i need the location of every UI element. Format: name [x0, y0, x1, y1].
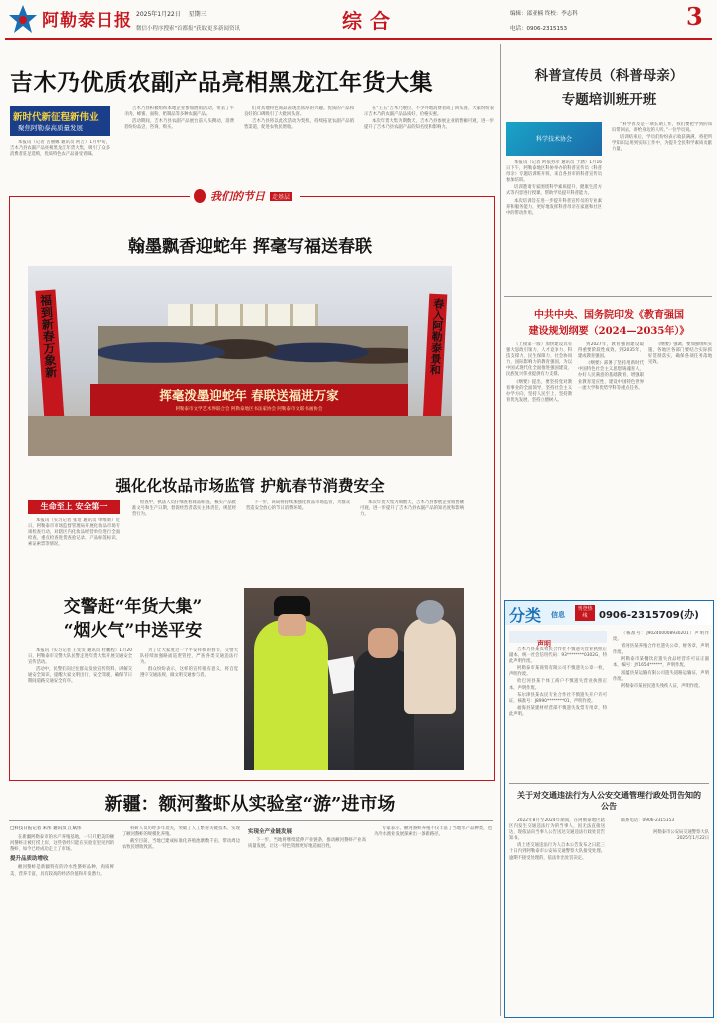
education-rule: [504, 296, 712, 297]
main-article-para: 本报讯（记者 古丽娜 通讯员 阿吉）1月中旬，吉木乃县农副产品亮相黑龙江年货大集，吸引了众多消费者驻足选购，优质特色农产品备受青睐。: [10, 140, 110, 158]
notice2-title: 关于对交通违法行为人公安交通管理行政处罚告知的公告: [517, 790, 701, 811]
couplet-left-text: 福到新春万象新: [38, 293, 59, 379]
cosmetics-para: 下一步，该局将持续加强化妆品市场监管，为群众营造安全放心的节日消费环境。: [246, 500, 350, 512]
science-title-line1: 科普宣传员（科普母亲）: [534, 68, 684, 84]
couplet-left: [35, 289, 64, 422]
science-para: 培训邀请专家围绕科学素质提升、健康生活方式等内容进行授课，帮助学员提升科普能力。: [506, 185, 602, 197]
traffic-col1: [28, 648, 132, 772]
cosmetics-col4: [360, 500, 464, 558]
traffic-para: 为了让大家度过一个平安祥和的春节，交警大队持续加强路面巡逻管控，严查各类交通违法行为。: [140, 648, 238, 666]
crayfish-subhead: 实现全产业链发展: [248, 829, 293, 835]
notice-item: 阿勒泰市某商贸有限公司不慎遗失公章一枚，声明作废。: [509, 666, 607, 678]
notice2-para: 联系电话：0906-2315153: [621, 818, 675, 823]
traffic-title-line1: 交警赶“年货大集”: [63, 597, 203, 617]
police-cap: [274, 596, 310, 616]
main-article-para: 活动期间，吉木乃县农副产品展台前人头攒动，消费者纷纷品尝、咨询、购买。: [124, 119, 234, 131]
column-divider: [500, 44, 501, 1016]
crowd-group: [98, 326, 408, 392]
police-face: [278, 614, 306, 636]
cosmetics-col2: [132, 500, 236, 558]
notice-item: 阿勒泰市某居民遗失残疾人证，声明作废。: [621, 683, 703, 689]
notice2-date: 2025年1月22日: [676, 836, 709, 842]
news-logo-line2: 聚焦阿勒泰高质量发展: [18, 124, 83, 132]
calligraphy-photo: [28, 266, 452, 456]
masthead-date-line: [136, 9, 207, 18]
classified-title: 分类: [509, 606, 542, 625]
police-officer: [254, 620, 328, 770]
paper-logo-icon: [8, 4, 38, 34]
education-para: 《纲要》提出，要坚持党对教育事业的全面领导，坚持社会主义办学方向，坚持人民至上，坚持教育优先发展，坚持立德树人。: [506, 379, 572, 403]
crayfish-para: 截至目前，当地已建成标准化养殖池塘数千亩，带动周边农牧民增收致富。: [122, 839, 240, 851]
crayfish-para: 科研人员历经多年攻关，突破了人工繁育关键技术，实现了额河螯虾的规模化养殖。: [122, 826, 240, 838]
science-col2: [612, 122, 712, 288]
crayfish-para: 在新疆阿勒泰市的水产养殖基地，一只只肥美的额河螯虾正被打捞上岸，这些曾经只能在实验室里见到的螯虾，如今已经成功走上了市场。: [10, 835, 114, 853]
main-headline: 吉木乃优质农副产品亮相黑龙江年货大集: [10, 69, 433, 96]
masthead: [0, 0, 717, 38]
notice-item: （核准号：J902400008930201）声明作废。: [613, 631, 709, 643]
news-logo-line1: 新时代新征程新伟业: [13, 112, 99, 123]
science-title-line2: 专题培训班开班: [561, 92, 657, 108]
event-banner-text: 挥毫泼墨迎蛇年 春联送福进万家: [159, 388, 339, 403]
news-logo: [10, 106, 110, 136]
education-para: 到2027年，教育强国建设取得重要阶段性成效。到2035年，建成教育强国。: [578, 342, 644, 360]
education-para: 《纲要》部署了坚持用新时代中国特色社会主义思想铸魂育人、办好人民满意的基础教育、增强职业教育适应性、建设中国特色世界一流大学和优势学科等重点任务。: [578, 361, 644, 391]
calligraphy-title: 翰墨飘香迎蛇年 挥毫写福送春联: [128, 237, 372, 257]
science-image: [506, 122, 602, 156]
crayfish-col4: [374, 826, 492, 1016]
education-title-line1: 中共中央、国务院印发《教育强国: [534, 310, 684, 321]
notice-item: 哈巴河县某个体工商户不慎遗失营业执照正本，声明作废。: [509, 679, 607, 691]
page-number: 3: [686, 2, 703, 31]
main-article-para: 吉木乃县将以此次活动为契机，持续拓宽农副产品销售渠道，促进农牧民增收。: [244, 119, 354, 131]
science-image-caption: 科学技术协会: [535, 136, 572, 143]
lantern-icon: [194, 189, 206, 203]
notice-title-badge: [509, 631, 607, 648]
paper-name: 阿勒泰日报: [42, 11, 132, 31]
notice2-para: 请上述交通违法行为人自本公告发布之日起三十日内到阿勒泰市公安局交通警察大队接受处理。逾期不接受处理的，依法作出处罚决定。: [509, 843, 605, 861]
editorial-phone: 电话：0906-2315153: [510, 26, 567, 32]
notice2-col2: [613, 818, 709, 1010]
child: [404, 618, 456, 714]
science-para: 本报讯（记者 阿依努尔 通讯员 于涵）1月16日下午，阿勒泰地区科协举办的科普宣传员（科普母亲）专题培训班开班，来自各县市的科普宣传员参加培训。: [506, 160, 602, 184]
event-header-label: 我们的节日: [210, 190, 265, 203]
crayfish-col3: [248, 826, 366, 1016]
education-col3: [648, 342, 712, 594]
science-para: 本次培训旨在进一步提升科普宣传员的专业素养和服务能力，更好地发挥科普母亲在家庭和社区中的带动作用。: [506, 198, 602, 216]
classified-title-small: 信息: [551, 611, 565, 619]
main-article-col2: [124, 106, 234, 184]
notice-item: 布尔津县某农民专业合作社不慎遗失开户许可证，核准号：J8990********01，声明作废。: [509, 692, 607, 704]
safety-tag: [28, 500, 120, 514]
traffic-para: 活动中，民警们向过往群众发放宣传资料，讲解交通安全知识，提醒大家文明出行、安全驾驶，确保节日期间道路交通安全有序。: [28, 667, 132, 685]
crayfish-subhead: 提升品质助增收: [10, 856, 49, 863]
cosmetics-col1: [28, 518, 120, 558]
cosmetics-para: 本报讯（实习记者 张语 通讯员 单维新）近日，阿勒泰市市场监督管理局开展化妆品市场专项检查行动，对辖区内化妆品经营单位进行全面检查，重点检查进货查验记录、产品标签标识、索证索票等情况。: [28, 518, 120, 548]
classified-section: [504, 600, 714, 1018]
event-banner: [90, 384, 408, 416]
main-article-para: 们对具地特色商品表现出浓厚的兴趣。优质的产品和良好的口碑吸引了大批回头客。: [244, 106, 354, 118]
masthead-rule: [5, 38, 712, 40]
notices-right: [613, 631, 709, 775]
crayfish-title: 新疆：额河螯虾从实验室“游”进市场: [104, 794, 396, 815]
crayfish-para: 额河螯虾是新疆特有的冷水性螯虾品种，肉质鲜美、营养丰富，具有较高的经济价值和开发潜力。: [10, 865, 114, 877]
issue-weekday: 星期三: [188, 11, 207, 18]
editor-credit: 编辑：邵亚楠 终校：李志科: [510, 11, 578, 17]
event-banner-sub: 阿勒泰市文学艺术界联合会 阿勒泰地区书法家协会 阿勒泰市文联书画协会: [175, 407, 323, 412]
notice-item: 吉木乃县某农牧民合作社不慎遗失营业执照正副本，统一社会信用代码：93********0302G，特此声明作废。: [509, 647, 607, 665]
masthead-subline: 微信小程序搜索"首都报"获取更多新闻资讯: [136, 26, 241, 32]
issue-date: 2025年1月22日: [136, 11, 181, 18]
notice2-signature: 阿勒泰市公安局交通警察大队: [653, 830, 709, 836]
science-col1: [506, 160, 602, 288]
section-title: 综合: [342, 9, 398, 33]
education-para: 《纲要》强调，要加强组织实施，各地区各部门要结合实际抓好贯彻落实，确保各项任务落地见效。: [648, 342, 712, 366]
cosmetics-title: 强化化妆品市场监管 护航春节消费安全: [115, 476, 385, 495]
notice-item: 青河县某养殖合作社遗失公章、财务章，声明作废。: [613, 644, 709, 656]
cosmetics-col3: [246, 500, 350, 558]
main-article-para: 本次年货大集为期数天，吉木乃县参展企业销售额可观，进一步提升了吉木乃县农副产品的知名度和影响力。: [364, 119, 494, 131]
classified-hotline-label: 刊登热线: [575, 605, 595, 621]
event-header-badge: [190, 186, 300, 206]
event-header-sub: 走基层: [272, 194, 291, 201]
science-para: “科学普及是一项长期工作，我们要把学到的知识带回去，讲给身边的人听。”一位学员说。: [612, 122, 712, 134]
main-article-para: 在“王五”吉木乃展位，不少外地消费者成了回头客，大家纷纷表示吉木乃的农副产品品质好、价格实惠。: [364, 106, 494, 118]
notice-title: 声明: [537, 640, 551, 648]
crayfish-para: 专家表示，额河螯虾养殖不仅丰富了当地水产品种类，也为冷水渔业发展探索出一条新路径。: [374, 826, 492, 838]
traffic-col2: [140, 648, 238, 772]
education-col1: [506, 342, 572, 594]
education-para: （上接第一版）加快建设具有强大思政引领力、人才竞争力、科技支撑力、民生保障力、社会协同力、国际影响力的教育强国，为以中国式现代化全面推进强国建设、民族复兴伟业提供有力支撑。: [506, 342, 572, 378]
traffic-para: 本报讯（实习记者 王雯雯 通讯员 杜鹏程）1月20日，阿勒泰市交警大队民警走进年货大集开展交通安全宣传活动。: [28, 648, 132, 666]
main-article-col1: [10, 140, 110, 184]
notice2-frame: [509, 783, 709, 1014]
notice-item: 富蕴县某运输有限公司遗失道路运输证，声明作废。: [613, 670, 709, 682]
couplet-right-text: 春入阿勒泰景和: [428, 297, 446, 376]
crayfish-col2: [122, 826, 240, 1016]
crayfish-para: 下一步，当地将继续延伸产业链条，推动额河螯虾产业高质量发展，让这一特色资源更好地造福百姓。: [248, 838, 366, 850]
science-para: 培训结束后，学员们纷纷表示收获满满，将把所学知识运用到实际工作中，为提升全民科学素质贡献力量。: [612, 135, 712, 153]
cosmetics-para: 检查中，执法人员仔细查看商品标签，核实产品批准文号和生产日期，督促经营者落实主体责任，规范经营行为。: [132, 500, 236, 518]
notice2-para: 2022年8月至2024年期间，在阿勒泰地区辖区内发生交通违法行为的当事人，因无法直接送达，现依法向当事人公告送达交通违法行政处罚告知书。: [509, 818, 605, 842]
notice2-col1: [509, 818, 605, 1010]
traffic-title-line2: “烟火气”中送平安: [63, 621, 203, 641]
classified-phone: 0906-2315709(办): [599, 610, 699, 621]
classified-header: [505, 601, 713, 625]
notice-item: 阿勒泰市某餐饮店遗失食品经营许可证正副本，编号：JY1654******，声明作废。: [613, 657, 709, 669]
traffic-photo: [244, 588, 464, 770]
notice-item: 福海县某建材经营部不慎遗失发票专用章，特此声明。: [509, 705, 607, 717]
education-title-line2: 建设规划纲要（2024—2035年）》: [528, 326, 690, 337]
citizen-man-face: [368, 628, 398, 658]
main-article-col3: [244, 106, 354, 184]
notices-left: [509, 647, 607, 775]
floor: [28, 416, 452, 456]
crayfish-rule: [9, 820, 493, 821]
education-col2: [578, 342, 644, 594]
cosmetics-para: 本次年货大集为期数天，吉木乃县参展企业销售额可观，进一步提升了吉木乃县农副产品的知名度和影响力。: [360, 500, 464, 518]
couplet-right: [423, 294, 448, 423]
child-hat: [416, 600, 444, 624]
crayfish-col1: [10, 826, 114, 1016]
safety-tag-text: 生命至上 安全第一: [40, 502, 108, 511]
main-article-para: 吉木乃县积极组织本地企业参加展销活动，带去了牛羊肉、蜂蜜、面粉、奶制品等多种农副产品。: [124, 106, 234, 118]
main-article-col4: [364, 106, 494, 184]
crayfish-source: □科技日报记者 朱彤 通讯员 江斌伟: [10, 826, 82, 831]
traffic-para: 群众纷纷表示，这样的宣传很有意义，将自觉遵守交通法规，做文明交通参与者。: [140, 667, 238, 679]
